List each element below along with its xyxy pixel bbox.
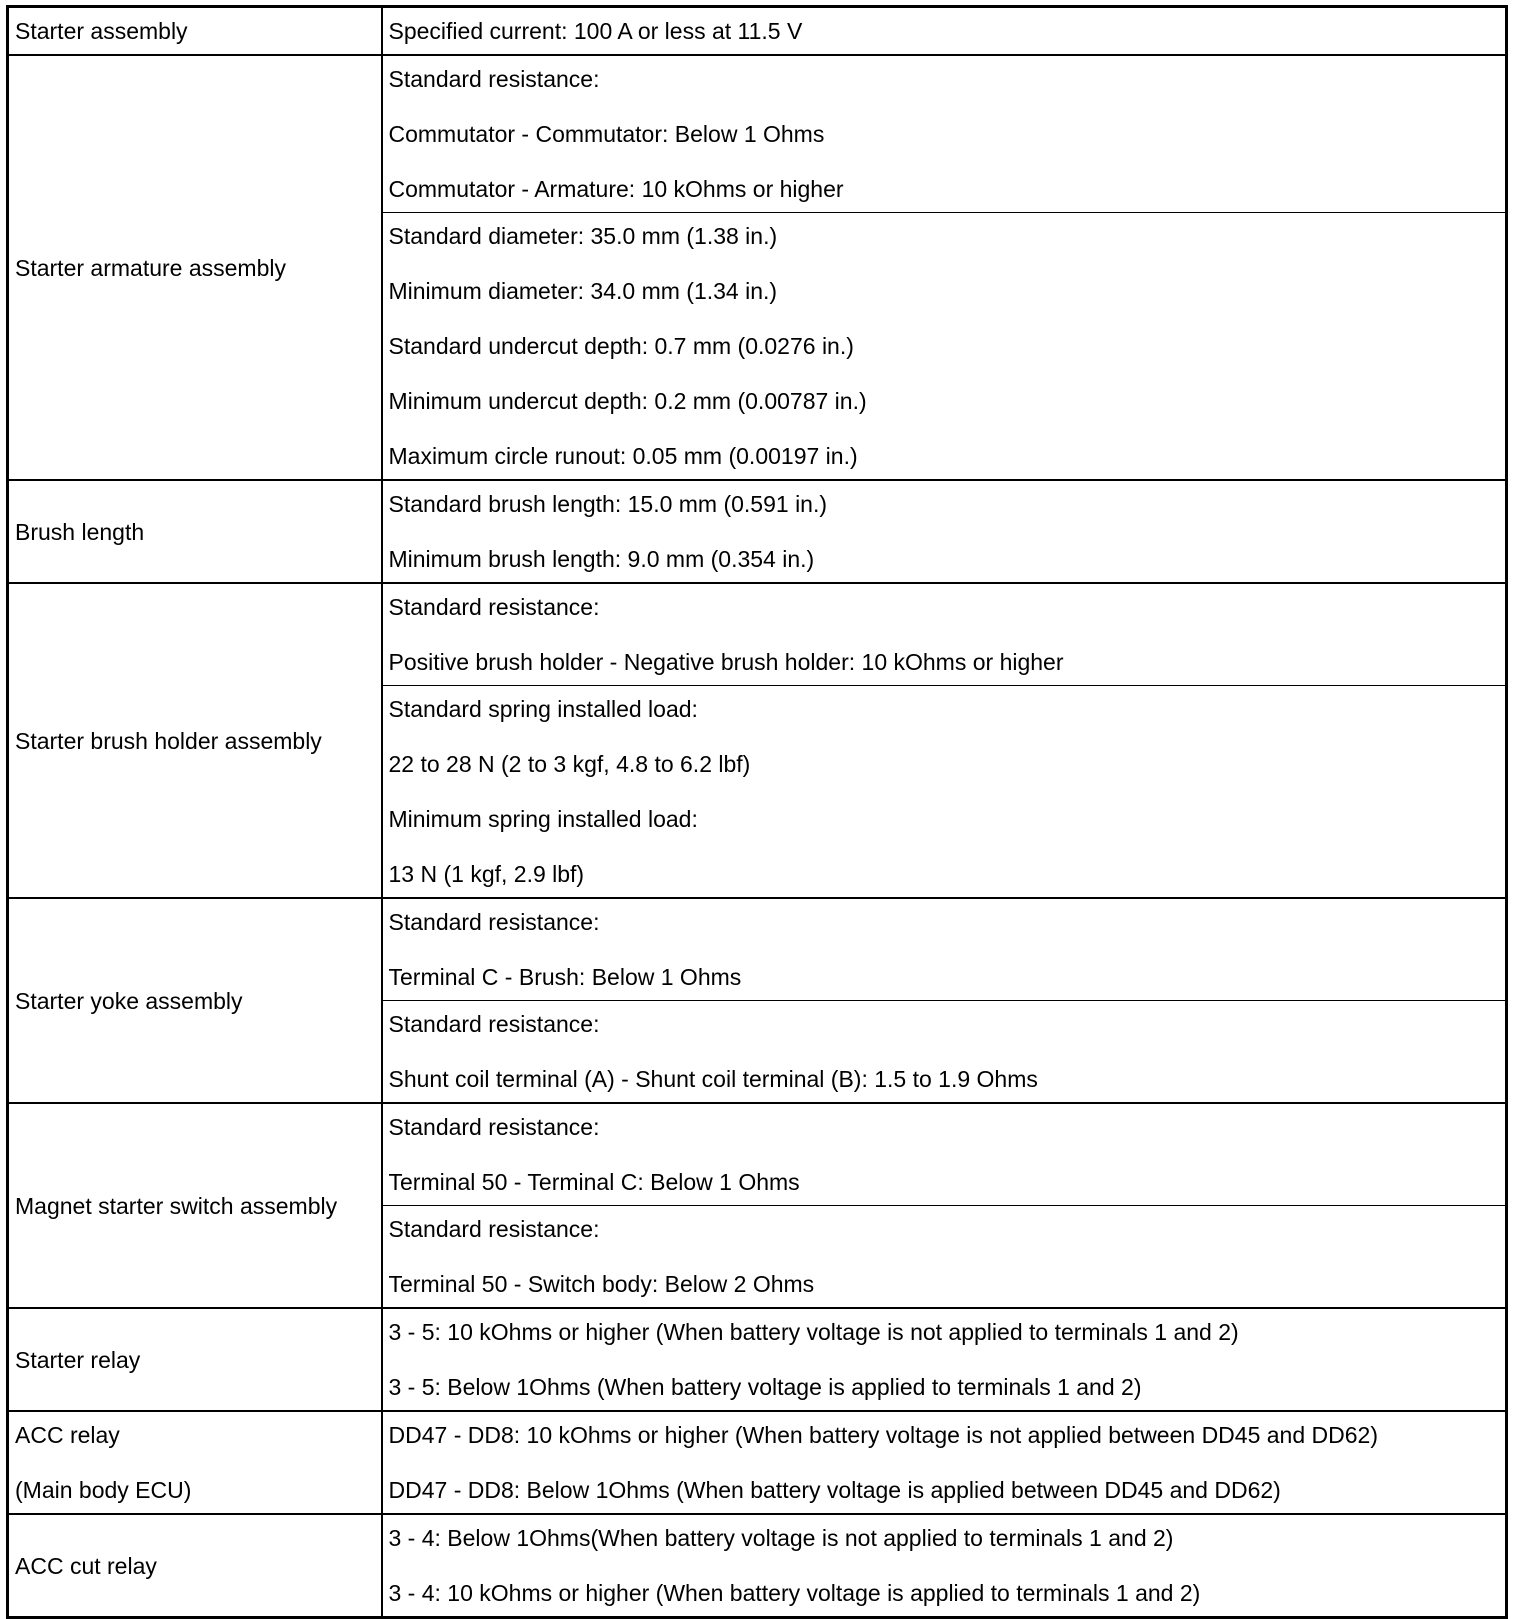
specification-line: 3 - 4: 10 kOhms or higher (When battery voltage is applied to terminals 1 and 2) bbox=[388, 1580, 1201, 1606]
specification-cell bbox=[382, 686, 1507, 899]
specification-line: Shunt coil terminal (A) - Shunt coil terminal (B): 1.5 to 1.9 Ohms bbox=[388, 1066, 1038, 1092]
table-row bbox=[8, 55, 1507, 213]
specification-line: 3 - 5: Below 1Ohms (When battery voltage is applied to terminals 1 and 2) bbox=[388, 1374, 1142, 1400]
component-name-line: Starter yoke assembly bbox=[15, 987, 243, 1014]
specification-line: Standard resistance: bbox=[388, 909, 600, 935]
specification-line: Standard resistance: bbox=[388, 1216, 600, 1242]
specification-cell bbox=[382, 213, 1507, 481]
specification-cell bbox=[382, 898, 1507, 1001]
specification-line: Standard spring installed load: bbox=[388, 696, 698, 722]
specification-cell bbox=[382, 1411, 1507, 1514]
component-name bbox=[15, 1412, 375, 1513]
specification-line: Minimum undercut depth: 0.2 mm (0.00787 in.) bbox=[388, 388, 867, 414]
specification-cell bbox=[382, 7, 1507, 56]
component-name-cell bbox=[8, 583, 382, 898]
component-name bbox=[15, 1337, 375, 1383]
specification-cell bbox=[382, 1103, 1507, 1206]
specification-cell bbox=[382, 480, 1507, 583]
specification-line: Standard resistance: bbox=[388, 66, 600, 92]
table-row bbox=[8, 583, 1507, 686]
component-name-cell bbox=[8, 1411, 382, 1514]
table-row bbox=[8, 898, 1507, 1001]
table-row bbox=[8, 1514, 1507, 1618]
specification-line: DD47 - DD8: 10 kOhms or higher (When battery voltage is not applied between DD45 and DD62) bbox=[388, 1422, 1378, 1448]
specification-line: Commutator - Commutator: Below 1 Ohms bbox=[388, 121, 825, 147]
component-name-cell bbox=[8, 55, 382, 480]
table-row bbox=[8, 7, 1507, 56]
component-name-cell bbox=[8, 480, 382, 583]
specification-line: Commutator - Armature: 10 kOhms or higher bbox=[388, 176, 844, 202]
specification-line: Terminal 50 - Terminal C: Below 1 Ohms bbox=[388, 1169, 800, 1195]
component-name-line: Brush length bbox=[15, 518, 145, 545]
component-name-cell bbox=[8, 1514, 382, 1618]
table-row bbox=[8, 480, 1507, 583]
specification-line: Positive brush holder - Negative brush holder: 10 kOhms or higher bbox=[388, 649, 1064, 675]
specification-cell bbox=[382, 1001, 1507, 1104]
component-name-line: ACC cut relay bbox=[15, 1552, 157, 1579]
specification-cell bbox=[382, 1514, 1507, 1618]
specification-line: 3 - 4: Below 1Ohms(When battery voltage is not applied to terminals 1 and 2) bbox=[388, 1525, 1174, 1551]
component-name bbox=[15, 978, 375, 1024]
specification-cell bbox=[382, 1308, 1507, 1411]
specification-table bbox=[6, 5, 1508, 1619]
component-name-cell bbox=[8, 898, 382, 1103]
specification-line: Minimum brush length: 9.0 mm (0.354 in.) bbox=[388, 546, 815, 572]
specification-line: DD47 - DD8: Below 1Ohms (When battery voltage is applied between DD45 and DD62) bbox=[388, 1477, 1281, 1503]
component-name-cell bbox=[8, 1308, 382, 1411]
specification-line: Standard resistance: bbox=[388, 1114, 600, 1140]
specification-line: Minimum diameter: 34.0 mm (1.34 in.) bbox=[388, 278, 778, 304]
specification-line: Terminal C - Brush: Below 1 Ohms bbox=[388, 964, 742, 990]
specification-cell bbox=[382, 1206, 1507, 1309]
table-row bbox=[8, 1103, 1507, 1206]
component-name-line: Starter armature assembly bbox=[15, 254, 286, 281]
component-name-cell bbox=[8, 1103, 382, 1308]
specification-cell bbox=[382, 55, 1507, 213]
specification-line: Maximum circle runout: 0.05 mm (0.00197 in.) bbox=[388, 443, 858, 469]
specification-line: Standard brush length: 15.0 mm (0.591 in.) bbox=[388, 491, 828, 517]
specification-line: Specified current: 100 A or less at 11.5 V bbox=[388, 18, 803, 44]
component-name bbox=[15, 1183, 375, 1229]
table-row bbox=[8, 1411, 1507, 1514]
component-name bbox=[15, 245, 375, 291]
component-name bbox=[15, 718, 375, 764]
specification-table-body bbox=[8, 7, 1507, 1618]
specification-line: Standard resistance: bbox=[388, 594, 600, 620]
component-name-line: Starter assembly bbox=[15, 18, 188, 44]
component-name bbox=[15, 509, 375, 555]
table-row bbox=[8, 1308, 1507, 1411]
specification-line: Standard diameter: 35.0 mm (1.38 in.) bbox=[388, 223, 778, 249]
specification-line: Standard undercut depth: 0.7 mm (0.0276 in.) bbox=[388, 333, 854, 359]
component-name-line: Starter relay bbox=[15, 1346, 141, 1373]
specification-line: 3 - 5: 10 kOhms or higher (When battery voltage is not applied to terminals 1 and 2) bbox=[388, 1319, 1239, 1345]
component-name-cell bbox=[8, 7, 382, 56]
component-name bbox=[15, 1543, 375, 1589]
component-name-line: Magnet starter switch assembly bbox=[15, 1192, 338, 1219]
specification-line: Terminal 50 - Switch body: Below 2 Ohms bbox=[388, 1271, 815, 1297]
component-name-line: (Main body ECU) bbox=[15, 1477, 192, 1503]
specification-line: Standard resistance: bbox=[388, 1011, 600, 1037]
specification-line: 22 to 28 N (2 to 3 kgf, 4.8 to 6.2 lbf) bbox=[388, 751, 751, 777]
specification-line: 13 N (1 kgf, 2.9 lbf) bbox=[388, 861, 585, 887]
specification-cell bbox=[382, 583, 1507, 686]
component-name bbox=[15, 8, 375, 54]
specification-line: Minimum spring installed load: bbox=[388, 806, 698, 832]
component-name-line: ACC relay bbox=[15, 1422, 120, 1448]
component-name-line: Starter brush holder assembly bbox=[15, 727, 322, 754]
